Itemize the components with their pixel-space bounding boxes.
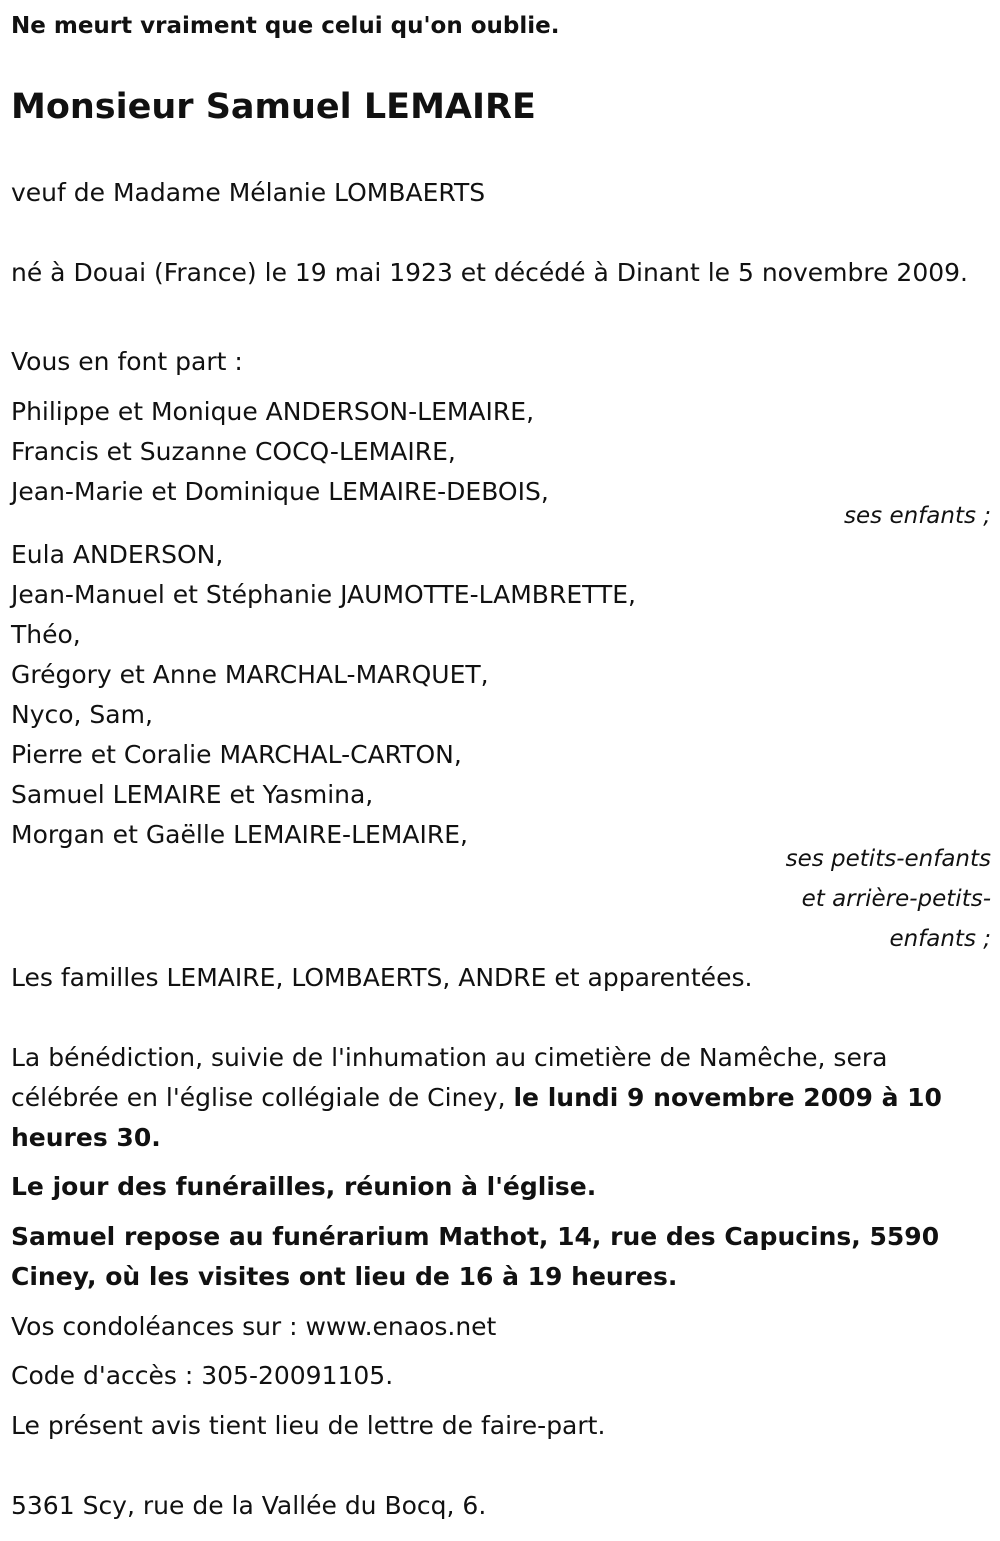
children-list bbox=[11, 392, 549, 512]
ceremony-paragraph bbox=[11, 1038, 981, 1158]
viewing-paragraph: Samuel repose au funérarium Mathot, 14, rue des Capucins, 5590 Ciney, où les visites ont lieu de 16 à 19 heures. bbox=[11, 1222, 940, 1291]
list-item: Jean-Manuel et Stéphanie JAUMOTTE-LAMBRETTE, bbox=[11, 580, 636, 609]
birth-death-line: né à Douai (France) le 19 mai 1923 et décédé à Dinant le 5 novembre 2009. bbox=[11, 258, 969, 287]
condolences-line: Vos condoléances sur : www.enaos.net bbox=[11, 1312, 497, 1341]
deceased-name: Monsieur Samuel LEMAIRE bbox=[11, 87, 536, 127]
ceremony-text: La bénédiction, suivie de l'inhumation au cimetière de Namêche, sera célébrée en l'église collégiale de Ciney, bbox=[11, 1043, 888, 1112]
meeting-line: Le jour des funérailles, réunion à l'église. bbox=[11, 1172, 597, 1201]
announce-line: Vous en font part : bbox=[11, 347, 243, 376]
notice-line: Le présent avis tient lieu de lettre de faire-part. bbox=[11, 1411, 606, 1440]
list-item: Nyco, Sam, bbox=[11, 700, 153, 729]
families-line: Les familles LEMAIRE, LOMBAERTS, ANDRE et apparentées. bbox=[11, 963, 753, 992]
list-item: Samuel LEMAIRE et Yasmina, bbox=[11, 780, 374, 809]
list-item: Grégory et Anne MARCHAL-MARQUET, bbox=[11, 660, 489, 689]
list-item: Eula ANDERSON, bbox=[11, 540, 224, 569]
list-item: Francis et Suzanne COCQ-LEMAIRE, bbox=[11, 437, 456, 466]
ceremony-date: le lundi 9 novembre 2009 à 10 heures 30. bbox=[11, 1083, 942, 1152]
list-item: Théo, bbox=[11, 620, 81, 649]
motto: Ne meurt vraiment que celui qu'on oublie. bbox=[11, 13, 560, 39]
grandchildren-list bbox=[11, 535, 636, 855]
list-item: Jean-Marie et Dominique LEMAIRE-DEBOIS, bbox=[11, 477, 549, 506]
access-code-line: Code d'accès : 305-20091105. bbox=[11, 1361, 394, 1390]
address-line: 5361 Scy, rue de la Vallée du Bocq, 6. bbox=[11, 1491, 487, 1520]
list-item: Morgan et Gaëlle LEMAIRE-LEMAIRE, bbox=[11, 820, 468, 849]
list-item: Philippe et Monique ANDERSON-LEMAIRE, bbox=[11, 397, 535, 426]
children-role: ses enfants ; bbox=[844, 503, 991, 529]
widower-line: veuf de Madame Mélanie LOMBAERTS bbox=[11, 178, 486, 207]
list-item: Pierre et Coralie MARCHAL-CARTON, bbox=[11, 740, 462, 769]
grandchildren-role: ses petits-enfants et arrière-petits-enfants ; bbox=[785, 846, 991, 952]
